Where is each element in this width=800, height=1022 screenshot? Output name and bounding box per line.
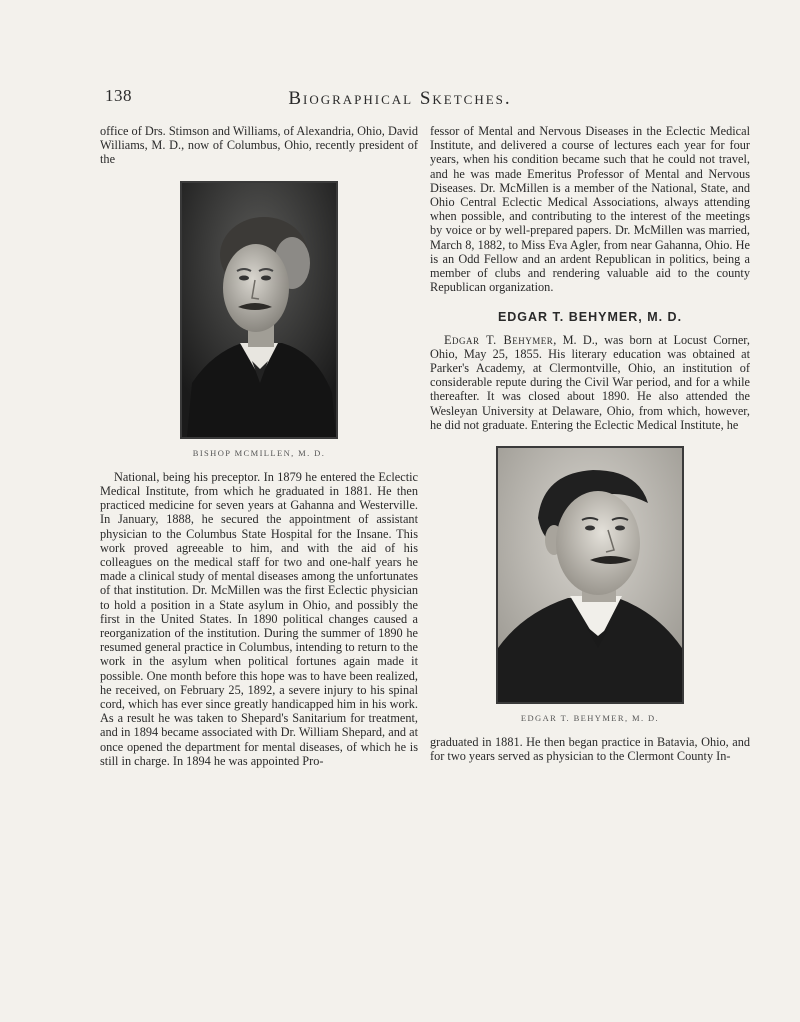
running-head: Biographical Sketches. [288,88,512,109]
behymer-heading: EDGAR T. BEHYMER, M. D. [497,310,683,325]
mcmillen-figure [100,181,418,460]
behymer-portrait [496,446,684,704]
left-paragraph-top: office of Drs. Stimson and Williams, of Alexandria, Ohio, David Williams, M. D., now of Columbus, Ohio, recently president of the [100,124,418,167]
mcmillen-portrait [180,181,338,439]
left-paragraph-bottom: National, being his preceptor. In 1879 he entered the Eclectic Medical Institute, from which he graduated in 1881. He then practiced medicine for seven years at Gahanna and Westerville. In January, 1888, he secured the appointment of assistant physician to the Columbus State Hospital for the Insane. This work proved agreeable to him, and with the aid of his colleagues on the medical staff for two and one-half years he made a clinical study of mental diseases among the unfortunates of that institution. Dr. McMillen was the first Eclectic physician to hold a position in a State asylum in Ohio, and possibly the first in the United States. In 1890 political changes caused a reorganization of the institution. During the summer of 1890 he resumed general practice in Columbus, intending to return to the work in the asylum when political fortunes again made it possible. One month before this hope was to have been realized, he received, on February 25, 1892, a severe injury to his spinal cord, which has ever since greatly handicapped him in his work. As a result he was taken to Shepard's Sanitarium for treatment, and in 1894 became associated with Dr. William Shepard, and at once opened the department for mental diseases, of which he is still in charge. In 1894 he was appointed Pro- [100,469,418,768]
right-paragraph-bottom: graduated in 1881. He then began practice in Batavia, Ohio, and for two years served as physician to the Clermont County In- [430,735,750,764]
behymer-intro-paragraph [430,333,750,432]
left-column [100,124,418,768]
behymer-figure [430,446,750,725]
right-paragraph-top: fessor of Mental and Nervous Diseases in the Eclectic Medical Institute, and delivered a course of lectures each year for four years, when his condition became such that he could not travel, and he was made Emeritus Professor of Mental and Nervous Diseases. Dr. McMillen is a member of the National, State, and Ohio Central Eclectic Medical Associations, always attending when possible, and contributing to the interest of the meetings by voice or by well-prepared papers. Dr. McMillen was married, March 8, 1882, to Miss Eva Agler, from near Gahanna, Ohio. He is an Odd Fellow and an ardent Republican in politics, being a member of clubs and rendering valuable aid to the county Republican organization. [430,124,750,295]
right-column [430,124,750,764]
behymer-intro-text: , M. D., was born at Locust Corner, Ohio, May 25, 1855. His literary education was obtained at Parker's Academy, at Clermontville, Ohio, an institution of considerable repute during the Civil War period, and for a while thereafter. It was closed about 1890. He also attended the Wesleyan University at Delaware, Ohio, from which, however, he did not graduate. Entering the Eclectic Medical Institute, he [430,332,750,432]
behymer-caption: EDGAR T. BEHYMER, M. D. [520,713,660,724]
page-number: 138 [105,86,132,105]
mcmillen-caption: BISHOP MCMILLEN, M. D. [192,447,326,458]
behymer-name-smallcaps: Edgar T. Behymer [444,332,554,347]
